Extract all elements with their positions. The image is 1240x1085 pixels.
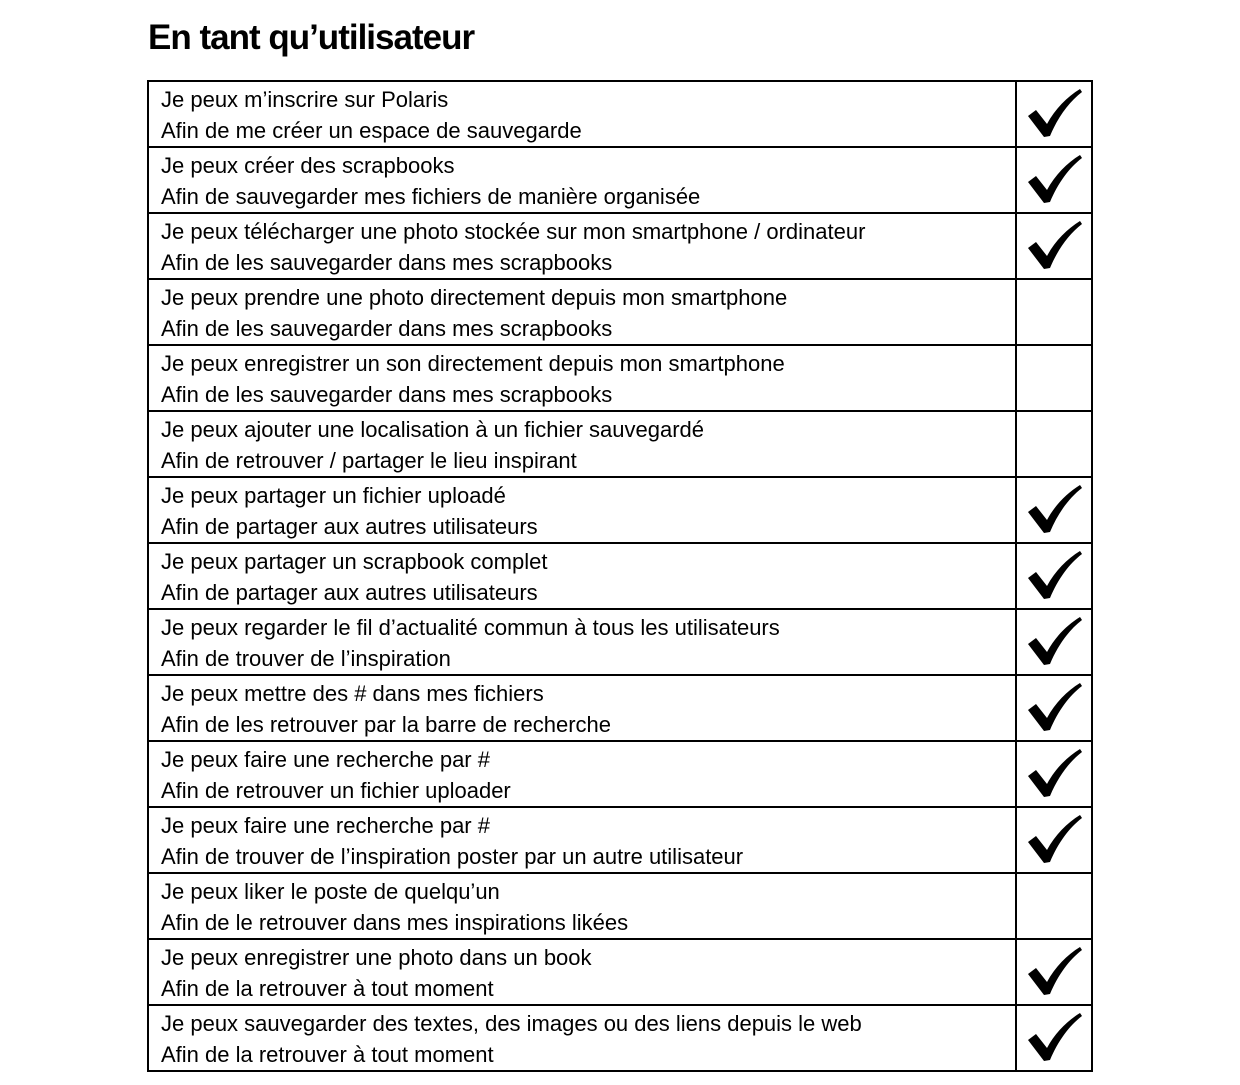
checkmark-icon — [1024, 681, 1084, 733]
story-text-cell — [148, 411, 1016, 477]
story-row — [148, 279, 1092, 345]
story-row — [148, 675, 1092, 741]
story-row — [148, 609, 1092, 675]
story-status-cell — [1016, 477, 1092, 543]
story-row — [148, 345, 1092, 411]
story-purpose: Afin de retrouver / partager le lieu inspirant — [161, 448, 577, 473]
story-row — [148, 807, 1092, 873]
story-row — [148, 873, 1092, 939]
story-status-cell — [1016, 543, 1092, 609]
story-status-cell — [1016, 675, 1092, 741]
story-text-cell — [148, 147, 1016, 213]
checkmark-icon — [1024, 615, 1084, 667]
story-text-cell — [148, 81, 1016, 147]
story-row — [148, 741, 1092, 807]
story-status-cell — [1016, 873, 1092, 939]
checkmark-icon — [1024, 1011, 1084, 1063]
story-want: Je peux partager un scrapbook complet — [161, 549, 548, 574]
page-title: En tant qu’utilisateur — [148, 18, 475, 57]
story-want: Je peux enregistrer un son directement depuis mon smartphone — [161, 351, 785, 376]
story-want: Je peux mettre des # dans mes fichiers — [161, 681, 544, 706]
story-text-cell — [148, 741, 1016, 807]
story-status-cell — [1016, 939, 1092, 1005]
story-status-cell — [1016, 741, 1092, 807]
story-want: Je peux créer des scrapbooks — [161, 153, 455, 178]
story-want: Je peux télécharger une photo stockée sur mon smartphone / ordinateur — [161, 219, 866, 244]
story-status-cell — [1016, 411, 1092, 477]
checkmark-icon — [1024, 87, 1084, 139]
story-purpose: Afin de trouver de l’inspiration — [161, 646, 451, 671]
story-want: Je peux m’inscrire sur Polaris — [161, 87, 449, 112]
story-purpose: Afin de les sauvegarder dans mes scrapbooks — [161, 250, 613, 275]
story-row — [148, 939, 1092, 1005]
story-want: Je peux sauvegarder des textes, des images ou des liens depuis le web — [161, 1011, 862, 1036]
story-want: Je peux partager un fichier uploadé — [161, 483, 506, 508]
story-text-cell — [148, 873, 1016, 939]
story-purpose: Afin de le retrouver dans mes inspirations likées — [161, 910, 629, 935]
story-text-cell — [148, 279, 1016, 345]
story-want: Je peux regarder le fil d’actualité commun à tous les utilisateurs — [161, 615, 780, 640]
user-stories-table — [147, 80, 1093, 1072]
story-status-cell — [1016, 609, 1092, 675]
story-status-cell — [1016, 807, 1092, 873]
story-purpose: Afin de trouver de l’inspiration poster par un autre utilisateur — [161, 844, 744, 869]
story-row — [148, 147, 1092, 213]
story-row — [148, 411, 1092, 477]
story-purpose: Afin de la retrouver à tout moment — [161, 1042, 494, 1067]
story-row — [148, 543, 1092, 609]
story-purpose: Afin de me créer un espace de sauvegarde — [161, 118, 582, 143]
story-want: Je peux prendre une photo directement depuis mon smartphone — [161, 285, 788, 310]
story-purpose: Afin de partager aux autres utilisateurs — [161, 580, 538, 605]
story-row — [148, 477, 1092, 543]
story-text-cell — [148, 213, 1016, 279]
story-row — [148, 1005, 1092, 1071]
story-purpose: Afin de sauvegarder mes fichiers de manière organisée — [161, 184, 701, 209]
story-status-cell — [1016, 345, 1092, 411]
story-status-cell — [1016, 147, 1092, 213]
story-purpose: Afin de retrouver un fichier uploader — [161, 778, 511, 803]
story-text-cell — [148, 609, 1016, 675]
story-purpose: Afin de les sauvegarder dans mes scrapbooks — [161, 382, 613, 407]
story-purpose: Afin de la retrouver à tout moment — [161, 976, 494, 1001]
user-stories-body — [148, 81, 1092, 1071]
story-want: Je peux faire une recherche par # — [161, 747, 490, 772]
story-purpose: Afin de partager aux autres utilisateurs — [161, 514, 538, 539]
checkmark-icon — [1024, 219, 1084, 271]
checkmark-icon — [1024, 747, 1084, 799]
story-want: Je peux ajouter une localisation à un fichier sauvegardé — [161, 417, 705, 442]
story-purpose: Afin de les sauvegarder dans mes scrapbooks — [161, 316, 613, 341]
story-status-cell — [1016, 279, 1092, 345]
checkmark-icon — [1024, 153, 1084, 205]
checkmark-icon — [1024, 549, 1084, 601]
story-text-cell — [148, 345, 1016, 411]
story-want: Je peux faire une recherche par # — [161, 813, 490, 838]
story-row — [148, 213, 1092, 279]
story-text-cell — [148, 807, 1016, 873]
story-text-cell — [148, 939, 1016, 1005]
story-text-cell — [148, 543, 1016, 609]
story-want: Je peux enregistrer une photo dans un book — [161, 945, 592, 970]
story-status-cell — [1016, 81, 1092, 147]
story-text-cell — [148, 477, 1016, 543]
story-status-cell — [1016, 1005, 1092, 1071]
story-status-cell — [1016, 213, 1092, 279]
story-purpose: Afin de les retrouver par la barre de recherche — [161, 712, 612, 737]
story-text-cell — [148, 675, 1016, 741]
checkmark-icon — [1024, 813, 1084, 865]
story-row — [148, 81, 1092, 147]
checkmark-icon — [1024, 483, 1084, 535]
story-text-cell — [148, 1005, 1016, 1071]
story-want: Je peux liker le poste de quelqu’un — [161, 879, 500, 904]
checkmark-icon — [1024, 945, 1084, 997]
